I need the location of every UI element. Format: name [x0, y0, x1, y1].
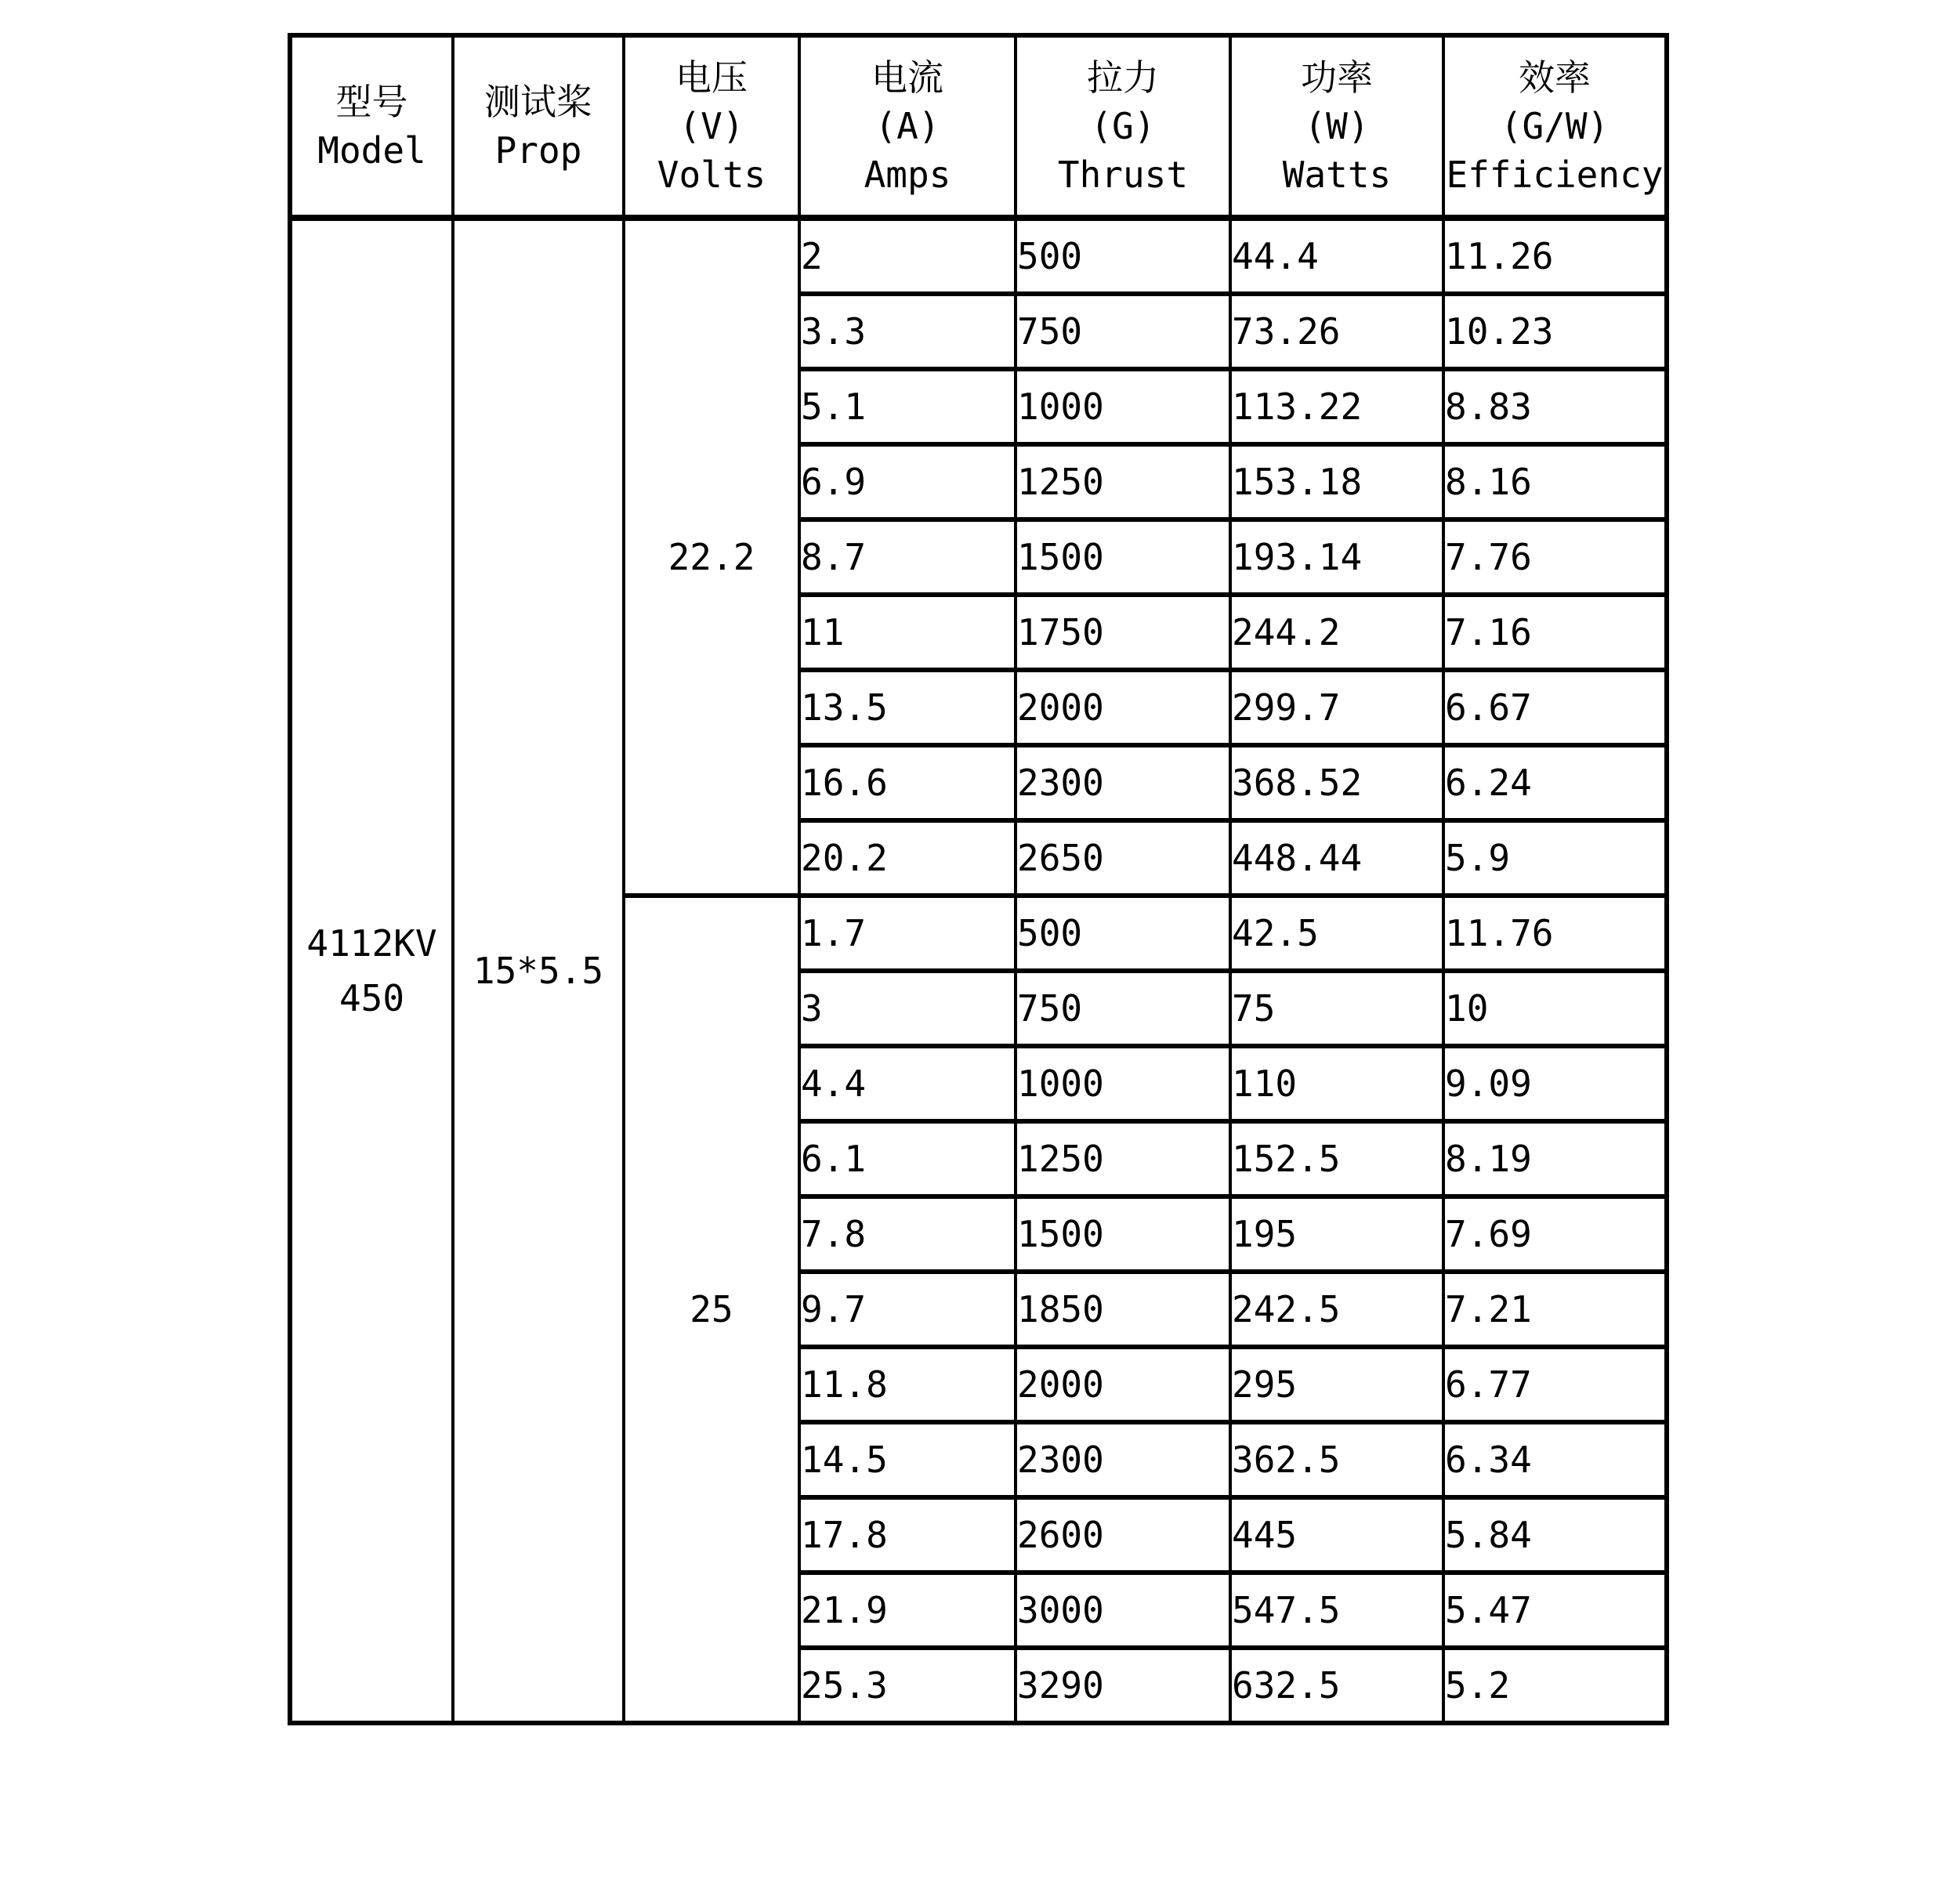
- header-watts-en: Watts: [1282, 154, 1392, 196]
- watts-cell: 113.22: [1230, 369, 1443, 444]
- motor-spec-table: [288, 33, 1669, 1725]
- efficiency-cell: 7.21: [1443, 1272, 1667, 1347]
- header-amps-unit: (A): [874, 105, 940, 147]
- thrust-cell: 500: [1016, 218, 1230, 294]
- header-model: [290, 35, 453, 218]
- thrust-cell: 2650: [1016, 820, 1230, 896]
- efficiency-cell: 7.69: [1443, 1196, 1667, 1272]
- watts-cell: 242.5: [1230, 1272, 1443, 1347]
- thrust-cell: 1850: [1016, 1272, 1230, 1347]
- amps-cell: 3: [799, 971, 1016, 1046]
- amps-cell: 2: [799, 218, 1016, 294]
- amps-cell: 25.3: [799, 1648, 1016, 1723]
- amps-cell: 13.5: [799, 670, 1016, 745]
- watts-cell: 42.5: [1230, 896, 1443, 971]
- header-thrust-en: Thrust: [1057, 154, 1189, 196]
- prop-cell: 15*5.5: [453, 218, 624, 1723]
- efficiency-cell: 9.09: [1443, 1046, 1667, 1121]
- amps-cell: 11: [799, 595, 1016, 670]
- header-amps-zh: 电流: [871, 56, 943, 99]
- model-cell: [290, 218, 453, 1723]
- thrust-cell: 3290: [1016, 1648, 1230, 1723]
- header-watts-zh: 功率: [1301, 56, 1373, 99]
- efficiency-cell: 8.16: [1443, 444, 1667, 519]
- amps-cell: 11.8: [799, 1347, 1016, 1422]
- header-model-zh: 型号: [335, 81, 408, 123]
- efficiency-cell: 6.67: [1443, 670, 1667, 745]
- amps-cell: 6.1: [799, 1121, 1016, 1196]
- model-line2: 450: [339, 977, 405, 1019]
- watts-cell: 445: [1230, 1497, 1443, 1573]
- thrust-cell: 1250: [1016, 1121, 1230, 1196]
- efficiency-cell: 7.16: [1443, 595, 1667, 670]
- watts-cell: 295: [1230, 1347, 1443, 1422]
- watts-cell: 153.18: [1230, 444, 1443, 519]
- volts-cell: 25: [624, 896, 799, 1723]
- efficiency-cell: 6.24: [1443, 745, 1667, 820]
- header-amps: [799, 35, 1016, 218]
- watts-cell: 244.2: [1230, 595, 1443, 670]
- amps-cell: 14.5: [799, 1422, 1016, 1497]
- efficiency-cell: 10.23: [1443, 294, 1667, 369]
- header-prop: [453, 35, 624, 218]
- efficiency-cell: 5.47: [1443, 1573, 1667, 1648]
- efficiency-cell: 10: [1443, 971, 1667, 1046]
- efficiency-cell: 6.34: [1443, 1422, 1667, 1497]
- efficiency-cell: 11.76: [1443, 896, 1667, 971]
- amps-cell: 7.8: [799, 1196, 1016, 1272]
- watts-cell: 299.7: [1230, 670, 1443, 745]
- header-watts: [1230, 35, 1443, 218]
- header-volts: [624, 35, 799, 218]
- thrust-cell: 500: [1016, 896, 1230, 971]
- amps-cell: 3.3: [799, 294, 1016, 369]
- header-efficiency-unit: (G/W): [1500, 105, 1610, 147]
- amps-cell: 4.4: [799, 1046, 1016, 1121]
- watts-cell: 75: [1230, 971, 1443, 1046]
- header-efficiency-en: Efficiency: [1446, 154, 1664, 196]
- efficiency-cell: 6.77: [1443, 1347, 1667, 1422]
- header-prop-zh: 测试桨: [484, 81, 592, 123]
- amps-cell: 17.8: [799, 1497, 1016, 1573]
- table-body: [290, 218, 1667, 1723]
- thrust-cell: 1000: [1016, 369, 1230, 444]
- thrust-cell: 1250: [1016, 444, 1230, 519]
- thrust-cell: 3000: [1016, 1573, 1230, 1648]
- watts-cell: 368.52: [1230, 745, 1443, 820]
- amps-cell: 6.9: [799, 444, 1016, 519]
- header-row: [290, 35, 1667, 218]
- watts-cell: 44.4: [1230, 218, 1443, 294]
- amps-cell: 16.6: [799, 745, 1016, 820]
- watts-cell: 547.5: [1230, 1573, 1443, 1648]
- efficiency-cell: 7.76: [1443, 519, 1667, 595]
- thrust-cell: 2600: [1016, 1497, 1230, 1573]
- header-thrust-zh: 拉力: [1087, 56, 1159, 99]
- watts-cell: 632.5: [1230, 1648, 1443, 1723]
- watts-cell: 362.5: [1230, 1422, 1443, 1497]
- efficiency-cell: 8.19: [1443, 1121, 1667, 1196]
- model-line1: 4112KV: [306, 922, 437, 965]
- thrust-cell: 2300: [1016, 1422, 1230, 1497]
- efficiency-cell: 8.83: [1443, 369, 1667, 444]
- thrust-cell: 1500: [1016, 1196, 1230, 1272]
- watts-cell: 448.44: [1230, 820, 1443, 896]
- watts-cell: 195: [1230, 1196, 1443, 1272]
- amps-cell: 21.9: [799, 1573, 1016, 1648]
- header-amps-en: Amps: [864, 154, 951, 196]
- thrust-cell: 1500: [1016, 519, 1230, 595]
- header-volts-en: Volts: [657, 154, 766, 196]
- table-header: [290, 35, 1667, 218]
- header-volts-unit: (V): [679, 105, 744, 147]
- efficiency-cell: 5.2: [1443, 1648, 1667, 1723]
- model-text: [292, 916, 451, 1026]
- header-thrust-unit: (G): [1090, 105, 1156, 147]
- amps-cell: 20.2: [799, 820, 1016, 896]
- efficiency-cell: 11.26: [1443, 218, 1667, 294]
- amps-cell: 8.7: [799, 519, 1016, 595]
- thrust-cell: 750: [1016, 294, 1230, 369]
- thrust-cell: 2000: [1016, 670, 1230, 745]
- thrust-cell: 1000: [1016, 1046, 1230, 1121]
- header-efficiency: [1443, 35, 1667, 218]
- thrust-cell: 1750: [1016, 595, 1230, 670]
- amps-cell: 9.7: [799, 1272, 1016, 1347]
- header-prop-en: Prop: [494, 129, 582, 172]
- amps-cell: 5.1: [799, 369, 1016, 444]
- watts-cell: 193.14: [1230, 519, 1443, 595]
- header-thrust: [1016, 35, 1230, 218]
- thrust-cell: 750: [1016, 971, 1230, 1046]
- header-model-en: Model: [317, 129, 426, 172]
- header-efficiency-zh: 效率: [1519, 56, 1591, 99]
- efficiency-cell: 5.9: [1443, 820, 1667, 896]
- thrust-cell: 2000: [1016, 1347, 1230, 1422]
- header-volts-zh: 电压: [675, 56, 748, 99]
- watts-cell: 73.26: [1230, 294, 1443, 369]
- watts-cell: 152.5: [1230, 1121, 1443, 1196]
- volts-cell: 22.2: [624, 218, 799, 896]
- table-row: [290, 218, 1667, 294]
- header-watts-unit: (W): [1304, 105, 1370, 147]
- amps-cell: 1.7: [799, 896, 1016, 971]
- watts-cell: 110: [1230, 1046, 1443, 1121]
- thrust-cell: 2300: [1016, 745, 1230, 820]
- efficiency-cell: 5.84: [1443, 1497, 1667, 1573]
